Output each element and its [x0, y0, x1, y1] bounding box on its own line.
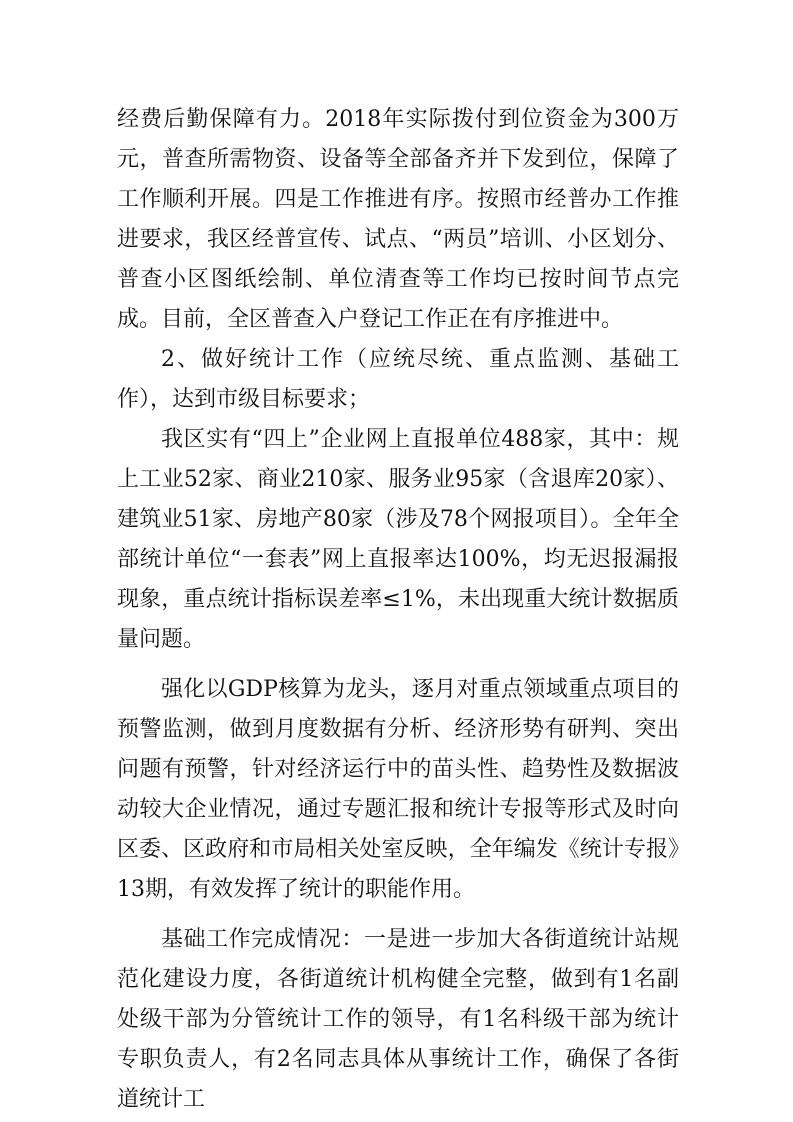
paragraph-gdp-monitoring: 强化以GDP核算为龙头，逐月对重点领域重点项目的预警监测，做到月度数据有分析、经济形势有研判、突出问题有预警，针对经济运行中的苗头性、趋势性及数据波动较大企业情况，通过专题汇报和统计专报等形式及时向区委、区政府和市局相关处室反映，全年编发《统计专报》13期，有效发挥了统计的职能作用。 — [117, 677, 679, 902]
paragraph-enterprise-reporting: 我区实有“四上”企业网上直报单位488家，其中：规上工业52家、商业210家、服务业95家（含退库20家）、建筑业51家、房地产80家（涉及78个网报项目）。全年全部统计单位“一套表”网上直报率达100%，均无迟报漏报现象，重点统计指标误差率≤1%，未出现重大统计数据质量问题。 — [117, 427, 679, 652]
paragraph-basic-work: 基础工作完成情况：一是进一步加大各街道统计站规范化建设力度，各街道统计机构健全完整，做到有1名副处级干部为分管统计工作的领导，有1名科级干部为统计专职负责人，有2名同志具体从事统计工作，确保了各街道统计工 — [117, 927, 679, 1112]
document-body — [117, 100, 679, 1120]
paragraph-funding: 经费后勤保障有力。2018年实际拨付到位资金为300万元，普查所需物资、设备等全部备齐并下发到位，保障了工作顺利开展。四是工作推进有序。按照市经普办工作推进要求，我区经普宣传、试点、“两员”培训、小区划分、普查小区图纸绘制、单位清查等工作均已按时间节点完成。目前，全区普查入户登记工作正在有序推进中。 — [117, 107, 679, 332]
paragraph-statistics-heading: 2、做好统计工作（应统尽统、重点监测、基础工作），达到市级目标要求； — [117, 347, 679, 412]
